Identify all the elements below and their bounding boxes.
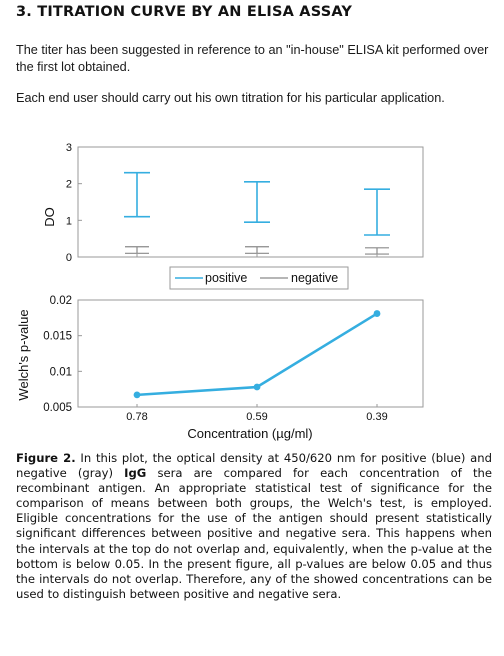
bottom-x-tick-label: 0.39 (366, 411, 388, 423)
top-y-axis-label: DO (42, 207, 57, 227)
legend (170, 267, 348, 289)
legend-negative-label: negative (291, 271, 339, 285)
pvalue-point (374, 310, 381, 317)
top-y-tick-label: 1 (65, 215, 72, 228)
section-heading: 3. TITRATION CURVE BY AN ELISA ASSAY (16, 4, 353, 20)
bottom-y-axis-label: Welch's p-value (16, 309, 31, 401)
intro-paragraph: The titer has been suggested in reference to an "in-house" ELISA kit performed over the first lot obtained. (16, 43, 489, 74)
top-y-tick-label: 0 (65, 252, 72, 264)
legend-positive-label: positive (205, 271, 248, 285)
bottom-y-tick-label: 0.005 (43, 402, 72, 414)
top-chart (42, 142, 423, 264)
bottom-x-tick-label: 0.78 (126, 411, 148, 423)
pvalue-point (134, 391, 141, 398)
instruction-paragraph: Each end user should carry out his own titration for his particular application. (16, 91, 445, 105)
caption-label: Figure 2. (16, 451, 76, 465)
top-y-tick-label: 2 (65, 178, 72, 191)
bottom-y-tick-label: 0.015 (43, 330, 72, 343)
bottom-chart (16, 295, 423, 441)
top-y-tick-label: 3 (65, 142, 72, 154)
bottom-x-tick-label: 0.59 (246, 411, 268, 423)
figure-caption (16, 451, 492, 602)
top-chart-frame (78, 147, 423, 257)
pvalue-point (254, 384, 261, 391)
bottom-y-tick-label: 0.02 (49, 295, 72, 307)
pvalue-line (137, 314, 377, 395)
caption-text-part2: sera are compared for each concentration of the recombinant antigen. An appropriate statistical test of significance for the comparison of means between both groups, the Welch's test, is employed. Eligible concentrations for the use of the antigen should present statistically significant differences between positive and negative sera. This happens when the intervals at the top do not overlap and, equivalently, when the p-value at the bottom is below 0.05. In the present figure, all p-values are below 0.05 and thus the intervals do not overlap. Therefore, any of the showed concentrations can be used to distinguish between positive and negative sera. (16, 466, 493, 601)
x-axis-label: Concentration (µg/ml) (187, 426, 313, 441)
bottom-y-tick-label: 0.01 (49, 366, 72, 379)
caption-bold-term: IgG (124, 466, 147, 481)
caption-text-part1: In this plot, the optical density at 450/620 nm for positive (blue) and negative (gray) (16, 451, 492, 481)
